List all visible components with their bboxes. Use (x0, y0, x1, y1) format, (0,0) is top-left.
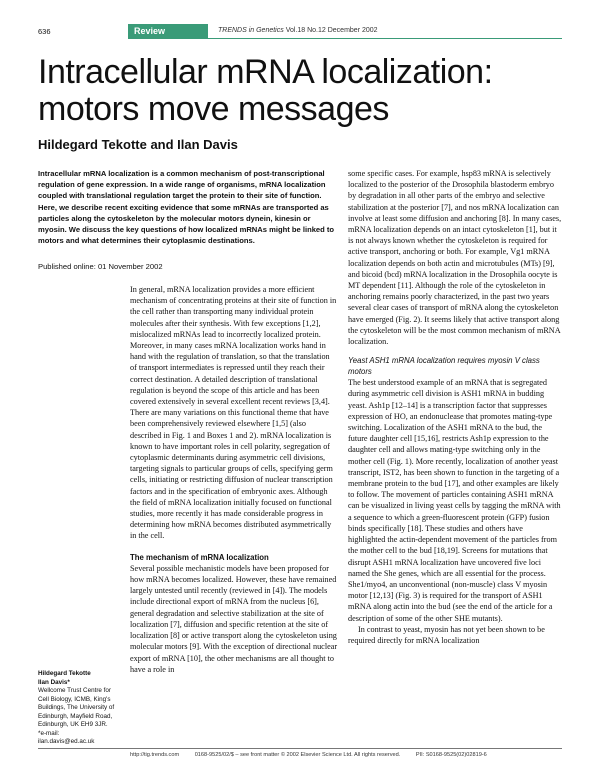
section-heading-mechanism: The mechanism of mRNA localization (130, 552, 269, 562)
intro-paragraph: In general, mRNA localization provides a more efficient mechanism of concentrating proteins at their site of function in the cell rather than transporting many individual protein molecules after their synthesis. With few exceptions [1,2], mislocalized mRNAs lead to incorrectly localized protein. Moreover, in many cases mRNA localization works hand in hand with the regulation of translation, so that the translation of transport intermediates is repressed until they reach their correct destination. A detailed description of translational regulation is beyond the scope of this article and has been covered extensively in several excellent recent reviews [3,4]. There are many variations on this functional theme that have been comprehensively reviewed elsewhere [1,5] (also described in Fig. 1 and Boxes 1 and 2). mRNA localization is known to have important roles in cell polarity, segregation of cytoplasmic determinants during asymmetric cell divisions, targeting signals to particular groups of cells, specifying germ cells, initiating or restricting diffusion of nuclear transcription factors and in the specification of embryonic axes. Although the field of mRNA localization initially focused on functional studies, more recently it has made considerable progress in determining how mRNA becomes distributed asymmetrically in the cell. (130, 285, 337, 541)
column-right (348, 168, 562, 646)
title-line-1: Intracellular mRNA localization: (38, 53, 493, 91)
journal-name: TRENDS in Genetics (218, 27, 284, 34)
title-line-2: motors move messages (38, 90, 389, 128)
page-number: 636 (38, 27, 51, 36)
affiliation-name-2: Ilan Davis* (38, 678, 70, 686)
column-left (130, 284, 338, 675)
footer-url[interactable]: http://tig.trends.com (130, 752, 180, 758)
published-date: Published online: 01 November 2002 (38, 262, 163, 271)
footer-issn: 0168-9525/02/$ – see front matter © 2002 Elsevier Science Ltd. All rights reserved. (194, 752, 401, 758)
author-affiliation (38, 670, 122, 747)
ash1-paragraph: The best understood example of an mRNA that is segregated during asymmetric cell division is ASH1 mRNA in budding yeast. Ash1p [12–14] is a transcription factor that suppresses expression of HO, an endonuclease that promotes mating-type switching. Localization of the ASH1 mRNA to the bud, the future daughter cell [15,16], restricts Ash1p expression to the daughter cell and allows mating-type switching only in the mother cell (Fig. 1). More recently, localization of another yeast transcript, IST2, has been shown to function in the targeting of a membrane protein to the bud [17], and other examples are likely to follow. The movement of particles containing ASH1 mRNA can be visualized in living yeast cells by tagging the mRNA with a sequence to which a green-fluorescent protein (GFP) fusion binds specifically [18]. These studies and others have highlighted the actin-dependent movement of the particles from the mother cell to the bud [18,19]. Screens for mutations that disrupt ASH1 mRNA localization have uncovered five loci named the She genes, which are all essential for the process. She1/myo4, an unconventional (non-muscle) class V myosin motor [12,13] (Fig. 3) is required for the transport of ASH1 mRNA along actin into the bud (see the end of the article for a description of some of the other SHE mutants). (348, 378, 561, 623)
journal-header (218, 27, 378, 34)
email-link[interactable]: ilan.davis@ed.ac.uk (38, 738, 95, 745)
section-tag: Review (128, 24, 208, 38)
cases-paragraph: some specific cases. For example, hsp83 mRNA is selectively localized to the posterior of the Drosophila blastoderm embryo by degradation in all other parts of the embryo and selective stabilization at the posterior [7], and nos mRNA localization can involve at least some diffusion and anchoring [8]. In many cases, mRNA localization depends on an intact cytoskeleton [1], but it is not always known whether the cytoskeleton is required for active transport, anchoring or both. For example, Vg1 mRNA localization depends on both actin and microtubules (MTs) [9], and bicoid (bcd) mRNA localization in the Drosophila oocyte is MT dependent [11]. Although the role of the cytoskeleton in anchoring remains poorly characterized, in the past two years several clear cases of transport of mRNA along the cytoskeleton have emerged (Fig. 2). It seems likely that active transport along the cytoskeleton will be the most common mechanism of mRNA localization. (348, 169, 562, 347)
abstract: Intracellular mRNA localization is a common mechanism of post-transcriptional regulation of gene expression. In a wide range of organisms, mRNA localization coupled with translational regulation target the protein to their site of function. Here, we describe recent exciting evidence that some mRNAs are transported as particles along the cytoskeleton by the molecular motors dynein, kinesin or myosin. We discuss the key questions of how localized mRNAs might be linked to motors and what determines their cytoplasmic destinations. (38, 169, 335, 246)
subsection-heading-yeast: Yeast ASH1 mRNA localization requires myosin V class motors (348, 356, 540, 377)
volume-issue-date: Vol.18 No.12 December 2002 (285, 27, 378, 34)
article-title (38, 54, 568, 128)
mechanism-paragraph: Several possible mechanistic models have been proposed for how mRNA becomes localized. However, these have remained largely untested until recently (reviewed in [4]). The models include directional export of mRNA from the nucleus [6], general degradation and selective stabilization at the site of localization [7], diffusion and specific retention at the site of localization [8] or active transport along the cytoskeleton using molecular motors [9]. With the exception of directional nuclear export of mRNA [10], the other mechanisms are all thought to have a role in (130, 563, 338, 674)
contrast-paragraph: In contrast to yeast, myosin has not yet been shown to be required directly for mRNA localization (348, 624, 545, 645)
footer (130, 752, 501, 758)
affiliation-address: Wellcome Trust Centre for Cell Biology, ICMB, King's Buildings, The University of Edinburgh, Mayfield Road, Edinburgh, UK EH9 3JR. (38, 687, 115, 728)
affiliation-name-1: Hildegard Tekotte (38, 670, 91, 677)
authors: Hildegard Tekotte and Ilan Davis (38, 137, 238, 152)
footer-pii: PII: S0168-9525(02)02819-6 (415, 752, 487, 758)
header-rule (128, 38, 562, 39)
email-label: *e-mail: (38, 729, 60, 737)
footer-rule (38, 748, 562, 749)
